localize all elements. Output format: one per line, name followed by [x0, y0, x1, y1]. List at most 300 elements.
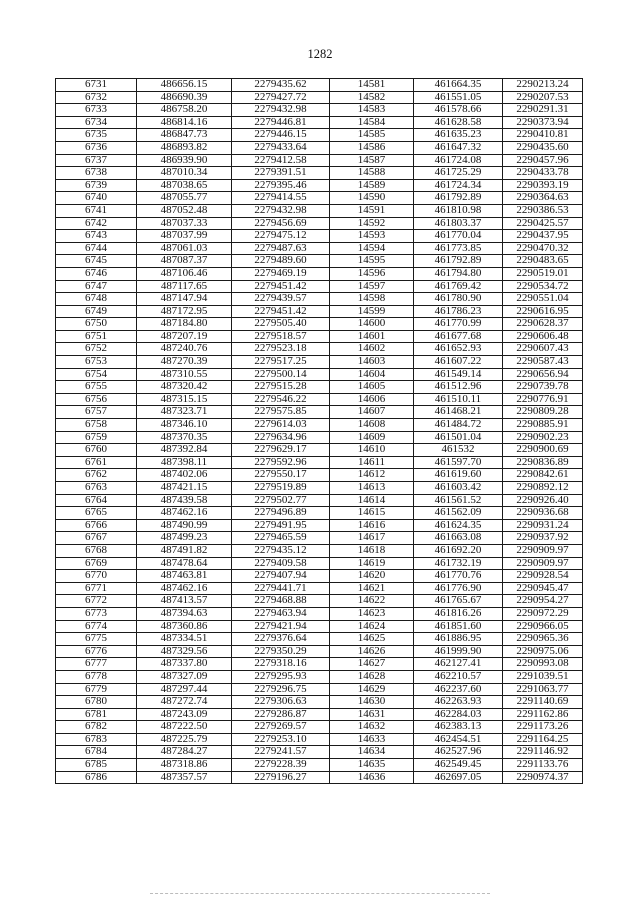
cell-northing-b: 2290457.96: [503, 154, 583, 167]
cell-point-id-b: 14608: [330, 419, 414, 432]
cell-point-id-b: 14600: [330, 318, 414, 331]
cell-easting-a: 487243.09: [137, 708, 232, 721]
cell-point-id-b: 14594: [330, 242, 414, 255]
table-row: [56, 154, 583, 167]
cell-northing-b: 2291164.25: [503, 733, 583, 746]
cell-point-id-a: 6731: [56, 79, 137, 92]
cell-easting-a: 487272.74: [137, 696, 232, 709]
cell-point-id-b: 14584: [330, 116, 414, 129]
cell-easting-a: 487491.82: [137, 544, 232, 557]
cell-point-id-b: 14607: [330, 406, 414, 419]
cell-point-id-b: 14629: [330, 683, 414, 696]
cell-easting-b: 461725.29: [414, 167, 503, 180]
cell-northing-b: 2290435.60: [503, 141, 583, 154]
cell-northing-b: 2290437.95: [503, 230, 583, 243]
cell-easting-b: 461786.23: [414, 305, 503, 318]
cell-northing-a: 2279432.98: [232, 104, 330, 117]
cell-easting-a: 487147.94: [137, 293, 232, 306]
cell-northing-a: 2279634.96: [232, 431, 330, 444]
cell-easting-a: 487284.27: [137, 746, 232, 759]
table-row: [56, 179, 583, 192]
cell-easting-b: 461647.32: [414, 141, 503, 154]
cell-northing-a: 2279241.57: [232, 746, 330, 759]
cell-northing-a: 2279407.94: [232, 570, 330, 583]
cell-point-id-b: 14604: [330, 368, 414, 381]
table-row: [56, 204, 583, 217]
cell-easting-b: 461635.23: [414, 129, 503, 142]
cell-northing-a: 2279515.28: [232, 381, 330, 394]
cell-point-id-b: 14599: [330, 305, 414, 318]
table-row: [56, 116, 583, 129]
cell-point-id-a: 6742: [56, 217, 137, 230]
cell-easting-a: 487320.42: [137, 381, 232, 394]
cell-point-id-a: 6785: [56, 759, 137, 772]
cell-northing-a: 2279518.57: [232, 330, 330, 343]
cell-easting-b: 461732.19: [414, 557, 503, 570]
cell-point-id-a: 6764: [56, 494, 137, 507]
cell-point-id-a: 6783: [56, 733, 137, 746]
cell-northing-a: 2279391.51: [232, 167, 330, 180]
cell-point-id-b: 14609: [330, 431, 414, 444]
cell-point-id-b: 14623: [330, 607, 414, 620]
cell-point-id-b: 14596: [330, 267, 414, 280]
cell-easting-a: 487207.19: [137, 330, 232, 343]
table-row: [56, 104, 583, 117]
cell-point-id-a: 6757: [56, 406, 137, 419]
cell-point-id-a: 6736: [56, 141, 137, 154]
cell-easting-b: 461628.58: [414, 116, 503, 129]
cell-point-id-a: 6732: [56, 91, 137, 104]
cell-northing-b: 2290364.63: [503, 192, 583, 205]
table-row: [56, 91, 583, 104]
cell-northing-a: 2279500.14: [232, 368, 330, 381]
table-row: [56, 733, 583, 746]
cell-easting-b: 461597.70: [414, 456, 503, 469]
cell-northing-a: 2279502.77: [232, 494, 330, 507]
cell-point-id-a: 6761: [56, 456, 137, 469]
cell-easting-b: 462237.60: [414, 683, 503, 696]
cell-easting-b: 461607.22: [414, 356, 503, 369]
cell-northing-a: 2279517.25: [232, 356, 330, 369]
cell-point-id-b: 14592: [330, 217, 414, 230]
cell-easting-b: 461770.04: [414, 230, 503, 243]
table-row: [56, 532, 583, 545]
cell-northing-a: 2279395.46: [232, 179, 330, 192]
cell-easting-b: 461663.08: [414, 532, 503, 545]
cell-northing-a: 2279306.63: [232, 696, 330, 709]
cell-easting-b: 461776.90: [414, 582, 503, 595]
cell-easting-b: 461816.26: [414, 607, 503, 620]
footer-rule: [150, 893, 490, 894]
cell-easting-b: 461468.21: [414, 406, 503, 419]
cell-point-id-b: 14581: [330, 79, 414, 92]
cell-northing-a: 2279286.87: [232, 708, 330, 721]
table-row: [56, 708, 583, 721]
cell-easting-b: 461551.05: [414, 91, 503, 104]
cell-northing-b: 2290616.95: [503, 305, 583, 318]
cell-point-id-b: 14612: [330, 469, 414, 482]
cell-easting-b: 461652.93: [414, 343, 503, 356]
cell-easting-a: 487327.09: [137, 670, 232, 683]
cell-point-id-a: 6779: [56, 683, 137, 696]
cell-easting-b: 461532: [414, 444, 503, 457]
cell-point-id-a: 6763: [56, 482, 137, 495]
cell-northing-a: 2279432.98: [232, 204, 330, 217]
cell-easting-a: 486893.82: [137, 141, 232, 154]
cell-northing-a: 2279505.40: [232, 318, 330, 331]
table-row: [56, 759, 583, 772]
cell-northing-a: 2279469.19: [232, 267, 330, 280]
cell-easting-a: 487037.99: [137, 230, 232, 243]
cell-easting-b: 461619.60: [414, 469, 503, 482]
cell-easting-a: 487055.77: [137, 192, 232, 205]
table-row: [56, 368, 583, 381]
cell-point-id-b: 14620: [330, 570, 414, 583]
cell-point-id-a: 6765: [56, 507, 137, 520]
cell-northing-b: 2290519.01: [503, 267, 583, 280]
cell-northing-b: 2290993.08: [503, 658, 583, 671]
cell-easting-b: 461769.42: [414, 280, 503, 293]
cell-northing-b: 2290836.89: [503, 456, 583, 469]
table-row: [56, 557, 583, 570]
cell-northing-a: 2279491.95: [232, 519, 330, 532]
table-row: [56, 507, 583, 520]
cell-point-id-a: 6735: [56, 129, 137, 142]
cell-northing-b: 2290656.94: [503, 368, 583, 381]
cell-easting-b: 461765.67: [414, 595, 503, 608]
cell-point-id-b: 14632: [330, 721, 414, 734]
cell-northing-b: 2290926.40: [503, 494, 583, 507]
cell-point-id-b: 14627: [330, 658, 414, 671]
table-row: [56, 494, 583, 507]
cell-northing-a: 2279629.17: [232, 444, 330, 457]
cell-easting-b: 461810.98: [414, 204, 503, 217]
cell-point-id-a: 6758: [56, 419, 137, 432]
cell-point-id-a: 6752: [56, 343, 137, 356]
cell-northing-a: 2279475.12: [232, 230, 330, 243]
cell-point-id-b: 14606: [330, 393, 414, 406]
cell-point-id-b: 14583: [330, 104, 414, 117]
cell-point-id-a: 6747: [56, 280, 137, 293]
cell-easting-a: 486656.15: [137, 79, 232, 92]
cell-northing-b: 2290900.69: [503, 444, 583, 457]
cell-northing-b: 2290207.53: [503, 91, 583, 104]
cell-northing-b: 2291133.76: [503, 759, 583, 772]
cell-northing-a: 2279433.64: [232, 141, 330, 154]
cell-point-id-b: 14598: [330, 293, 414, 306]
cell-point-id-a: 6746: [56, 267, 137, 280]
cell-point-id-a: 6753: [56, 356, 137, 369]
cell-northing-a: 2279575.85: [232, 406, 330, 419]
cell-easting-a: 487462.16: [137, 582, 232, 595]
cell-northing-b: 2290551.04: [503, 293, 583, 306]
cell-point-id-a: 6780: [56, 696, 137, 709]
cell-point-id-b: 14617: [330, 532, 414, 545]
cell-easting-a: 487490.99: [137, 519, 232, 532]
table-row: [56, 305, 583, 318]
cell-easting-a: 487037.33: [137, 217, 232, 230]
cell-northing-b: 2291146.92: [503, 746, 583, 759]
cell-northing-b: 2290909.97: [503, 557, 583, 570]
cell-northing-b: 2290902.23: [503, 431, 583, 444]
cell-point-id-a: 6776: [56, 645, 137, 658]
cell-easting-b: 462210.57: [414, 670, 503, 683]
cell-northing-a: 2279546.22: [232, 393, 330, 406]
cell-easting-b: 461999.90: [414, 645, 503, 658]
cell-point-id-b: 14589: [330, 179, 414, 192]
cell-point-id-a: 6781: [56, 708, 137, 721]
cell-easting-a: 487398.11: [137, 456, 232, 469]
cell-northing-b: 2290483.65: [503, 255, 583, 268]
cell-northing-b: 2290393.19: [503, 179, 583, 192]
cell-northing-b: 2290410.81: [503, 129, 583, 142]
table-row: [56, 293, 583, 306]
cell-point-id-a: 6784: [56, 746, 137, 759]
cell-northing-b: 2290928.54: [503, 570, 583, 583]
cell-easting-b: 461603.42: [414, 482, 503, 495]
table-row: [56, 167, 583, 180]
table-row: [56, 217, 583, 230]
cell-point-id-a: 6768: [56, 544, 137, 557]
table-row: [56, 633, 583, 646]
cell-point-id-a: 6744: [56, 242, 137, 255]
cell-point-id-b: 14618: [330, 544, 414, 557]
cell-easting-a: 487038.65: [137, 179, 232, 192]
cell-northing-b: 2290885.91: [503, 419, 583, 432]
cell-easting-b: 461794.80: [414, 267, 503, 280]
cell-point-id-b: 14603: [330, 356, 414, 369]
cell-point-id-b: 14590: [330, 192, 414, 205]
cell-easting-a: 487337.80: [137, 658, 232, 671]
cell-point-id-a: 6770: [56, 570, 137, 583]
cell-northing-b: 2291063.77: [503, 683, 583, 696]
cell-point-id-a: 6774: [56, 620, 137, 633]
cell-point-id-a: 6754: [56, 368, 137, 381]
cell-easting-a: 487106.46: [137, 267, 232, 280]
cell-point-id-a: 6771: [56, 582, 137, 595]
cell-northing-a: 2279456.69: [232, 217, 330, 230]
cell-point-id-b: 14597: [330, 280, 414, 293]
cell-easting-a: 486690.39: [137, 91, 232, 104]
cell-easting-a: 487478.64: [137, 557, 232, 570]
table-row: [56, 192, 583, 205]
cell-easting-b: 461562.09: [414, 507, 503, 520]
table-row: [56, 582, 583, 595]
cell-point-id-a: 6767: [56, 532, 137, 545]
cell-northing-b: 2290776.91: [503, 393, 583, 406]
cell-northing-a: 2279614.03: [232, 419, 330, 432]
cell-northing-b: 2290373.94: [503, 116, 583, 129]
cell-easting-a: 487184.80: [137, 318, 232, 331]
cell-northing-b: 2290945.47: [503, 582, 583, 595]
cell-northing-a: 2279350.29: [232, 645, 330, 658]
cell-northing-b: 2291173.26: [503, 721, 583, 734]
page-number: 1282: [307, 47, 333, 61]
cell-point-id-b: 14625: [330, 633, 414, 646]
cell-point-id-b: 14626: [330, 645, 414, 658]
cell-easting-a: 487413.57: [137, 595, 232, 608]
cell-point-id-a: 6772: [56, 595, 137, 608]
cell-point-id-b: 14615: [330, 507, 414, 520]
cell-point-id-a: 6738: [56, 167, 137, 180]
cell-easting-a: 487297.44: [137, 683, 232, 696]
cell-easting-b: 461484.72: [414, 419, 503, 432]
cell-point-id-b: 14605: [330, 381, 414, 394]
table-row: [56, 469, 583, 482]
table-row: [56, 280, 583, 293]
table-row: [56, 519, 583, 532]
cell-easting-a: 487392.84: [137, 444, 232, 457]
cell-easting-b: 461780.90: [414, 293, 503, 306]
cell-northing-a: 2279414.55: [232, 192, 330, 205]
cell-easting-b: 461692.20: [414, 544, 503, 557]
cell-northing-a: 2279523.18: [232, 343, 330, 356]
table-row: [56, 607, 583, 620]
cell-easting-b: 461578.66: [414, 104, 503, 117]
cell-northing-b: 2290842.61: [503, 469, 583, 482]
cell-easting-a: 487357.57: [137, 771, 232, 784]
cell-northing-b: 2290386.53: [503, 204, 583, 217]
cell-point-id-a: 6745: [56, 255, 137, 268]
cell-point-id-a: 6778: [56, 670, 137, 683]
cell-northing-a: 2279318.16: [232, 658, 330, 671]
cell-northing-b: 2290966.05: [503, 620, 583, 633]
cell-easting-a: 487499.23: [137, 532, 232, 545]
table-body: [56, 79, 583, 784]
cell-point-id-b: 14595: [330, 255, 414, 268]
cell-easting-a: 487346.10: [137, 419, 232, 432]
table-row: [56, 318, 583, 331]
cell-easting-a: 487310.55: [137, 368, 232, 381]
table-row: [56, 658, 583, 671]
cell-northing-a: 2279441.71: [232, 582, 330, 595]
cell-easting-b: 461664.35: [414, 79, 503, 92]
cell-northing-b: 2290628.37: [503, 318, 583, 331]
table-row: [56, 79, 583, 92]
table-row: [56, 444, 583, 457]
cell-northing-b: 2290965.36: [503, 633, 583, 646]
cell-easting-b: 462549.45: [414, 759, 503, 772]
table-row: [56, 343, 583, 356]
cell-point-id-b: 14634: [330, 746, 414, 759]
cell-northing-b: 2290975.06: [503, 645, 583, 658]
table-row: [56, 620, 583, 633]
cell-easting-b: 461510.11: [414, 393, 503, 406]
cell-northing-b: 2290425.57: [503, 217, 583, 230]
cell-northing-b: 2291162.86: [503, 708, 583, 721]
cell-point-id-a: 6775: [56, 633, 137, 646]
cell-point-id-b: 14614: [330, 494, 414, 507]
cell-easting-a: 487318.86: [137, 759, 232, 772]
table-row: [56, 670, 583, 683]
cell-northing-a: 2279465.59: [232, 532, 330, 545]
cell-easting-a: 487402.06: [137, 469, 232, 482]
table-row: [56, 683, 583, 696]
cell-point-id-b: 14610: [330, 444, 414, 457]
cell-northing-a: 2279451.42: [232, 280, 330, 293]
cell-northing-a: 2279463.94: [232, 607, 330, 620]
table-row: [56, 255, 583, 268]
table-row: [56, 393, 583, 406]
cell-northing-b: 2291039.51: [503, 670, 583, 683]
cell-point-id-a: 6766: [56, 519, 137, 532]
cell-point-id-b: 14587: [330, 154, 414, 167]
cell-northing-a: 2279468.88: [232, 595, 330, 608]
cell-point-id-a: 6777: [56, 658, 137, 671]
cell-easting-b: 462127.41: [414, 658, 503, 671]
cell-point-id-a: 6751: [56, 330, 137, 343]
cell-easting-a: 487225.79: [137, 733, 232, 746]
cell-point-id-b: 14585: [330, 129, 414, 142]
coordinates-table: [55, 78, 583, 784]
cell-easting-b: 462263.93: [414, 696, 503, 709]
cell-northing-a: 2279519.89: [232, 482, 330, 495]
cell-easting-a: 487329.56: [137, 645, 232, 658]
cell-easting-b: 461512.96: [414, 381, 503, 394]
cell-point-id-b: 14628: [330, 670, 414, 683]
cell-northing-a: 2279376.64: [232, 633, 330, 646]
cell-point-id-b: 14636: [330, 771, 414, 784]
cell-easting-a: 487315.15: [137, 393, 232, 406]
table-row: [56, 570, 583, 583]
cell-northing-b: 2290809.28: [503, 406, 583, 419]
cell-point-id-b: 14591: [330, 204, 414, 217]
cell-easting-a: 487394.63: [137, 607, 232, 620]
cell-easting-b: 461792.89: [414, 192, 503, 205]
cell-point-id-b: 14586: [330, 141, 414, 154]
cell-northing-b: 2290937.92: [503, 532, 583, 545]
cell-northing-a: 2279451.42: [232, 305, 330, 318]
cell-easting-a: 486758.20: [137, 104, 232, 117]
cell-northing-b: 2290931.24: [503, 519, 583, 532]
cell-northing-b: 2290892.12: [503, 482, 583, 495]
cell-easting-b: 462697.05: [414, 771, 503, 784]
cell-easting-a: 487172.95: [137, 305, 232, 318]
cell-easting-a: 487061.03: [137, 242, 232, 255]
table-row: [56, 267, 583, 280]
cell-northing-a: 2279412.58: [232, 154, 330, 167]
cell-easting-b: 462284.03: [414, 708, 503, 721]
cell-point-id-a: 6769: [56, 557, 137, 570]
cell-northing-a: 2279435.12: [232, 544, 330, 557]
cell-easting-b: 461724.08: [414, 154, 503, 167]
cell-northing-b: 2290739.78: [503, 381, 583, 394]
table-row: [56, 381, 583, 394]
cell-easting-b: 461851.60: [414, 620, 503, 633]
cell-point-id-b: 14630: [330, 696, 414, 709]
cell-easting-b: 461770.99: [414, 318, 503, 331]
cell-northing-b: 2290291.31: [503, 104, 583, 117]
cell-northing-b: 2290606.48: [503, 330, 583, 343]
cell-northing-a: 2279296.75: [232, 683, 330, 696]
cell-easting-b: 461501.04: [414, 431, 503, 444]
cell-easting-b: 462383.13: [414, 721, 503, 734]
table-row: [56, 746, 583, 759]
table-row: [56, 356, 583, 369]
cell-point-id-a: 6782: [56, 721, 137, 734]
cell-easting-b: 461561.52: [414, 494, 503, 507]
cell-northing-a: 2279295.93: [232, 670, 330, 683]
table-row: [56, 330, 583, 343]
cell-point-id-b: 14593: [330, 230, 414, 243]
cell-point-id-a: 6741: [56, 204, 137, 217]
cell-easting-a: 486939.90: [137, 154, 232, 167]
cell-easting-a: 487370.35: [137, 431, 232, 444]
cell-point-id-a: 6748: [56, 293, 137, 306]
table-row: [56, 129, 583, 142]
cell-point-id-a: 6773: [56, 607, 137, 620]
cell-northing-a: 2279427.72: [232, 91, 330, 104]
